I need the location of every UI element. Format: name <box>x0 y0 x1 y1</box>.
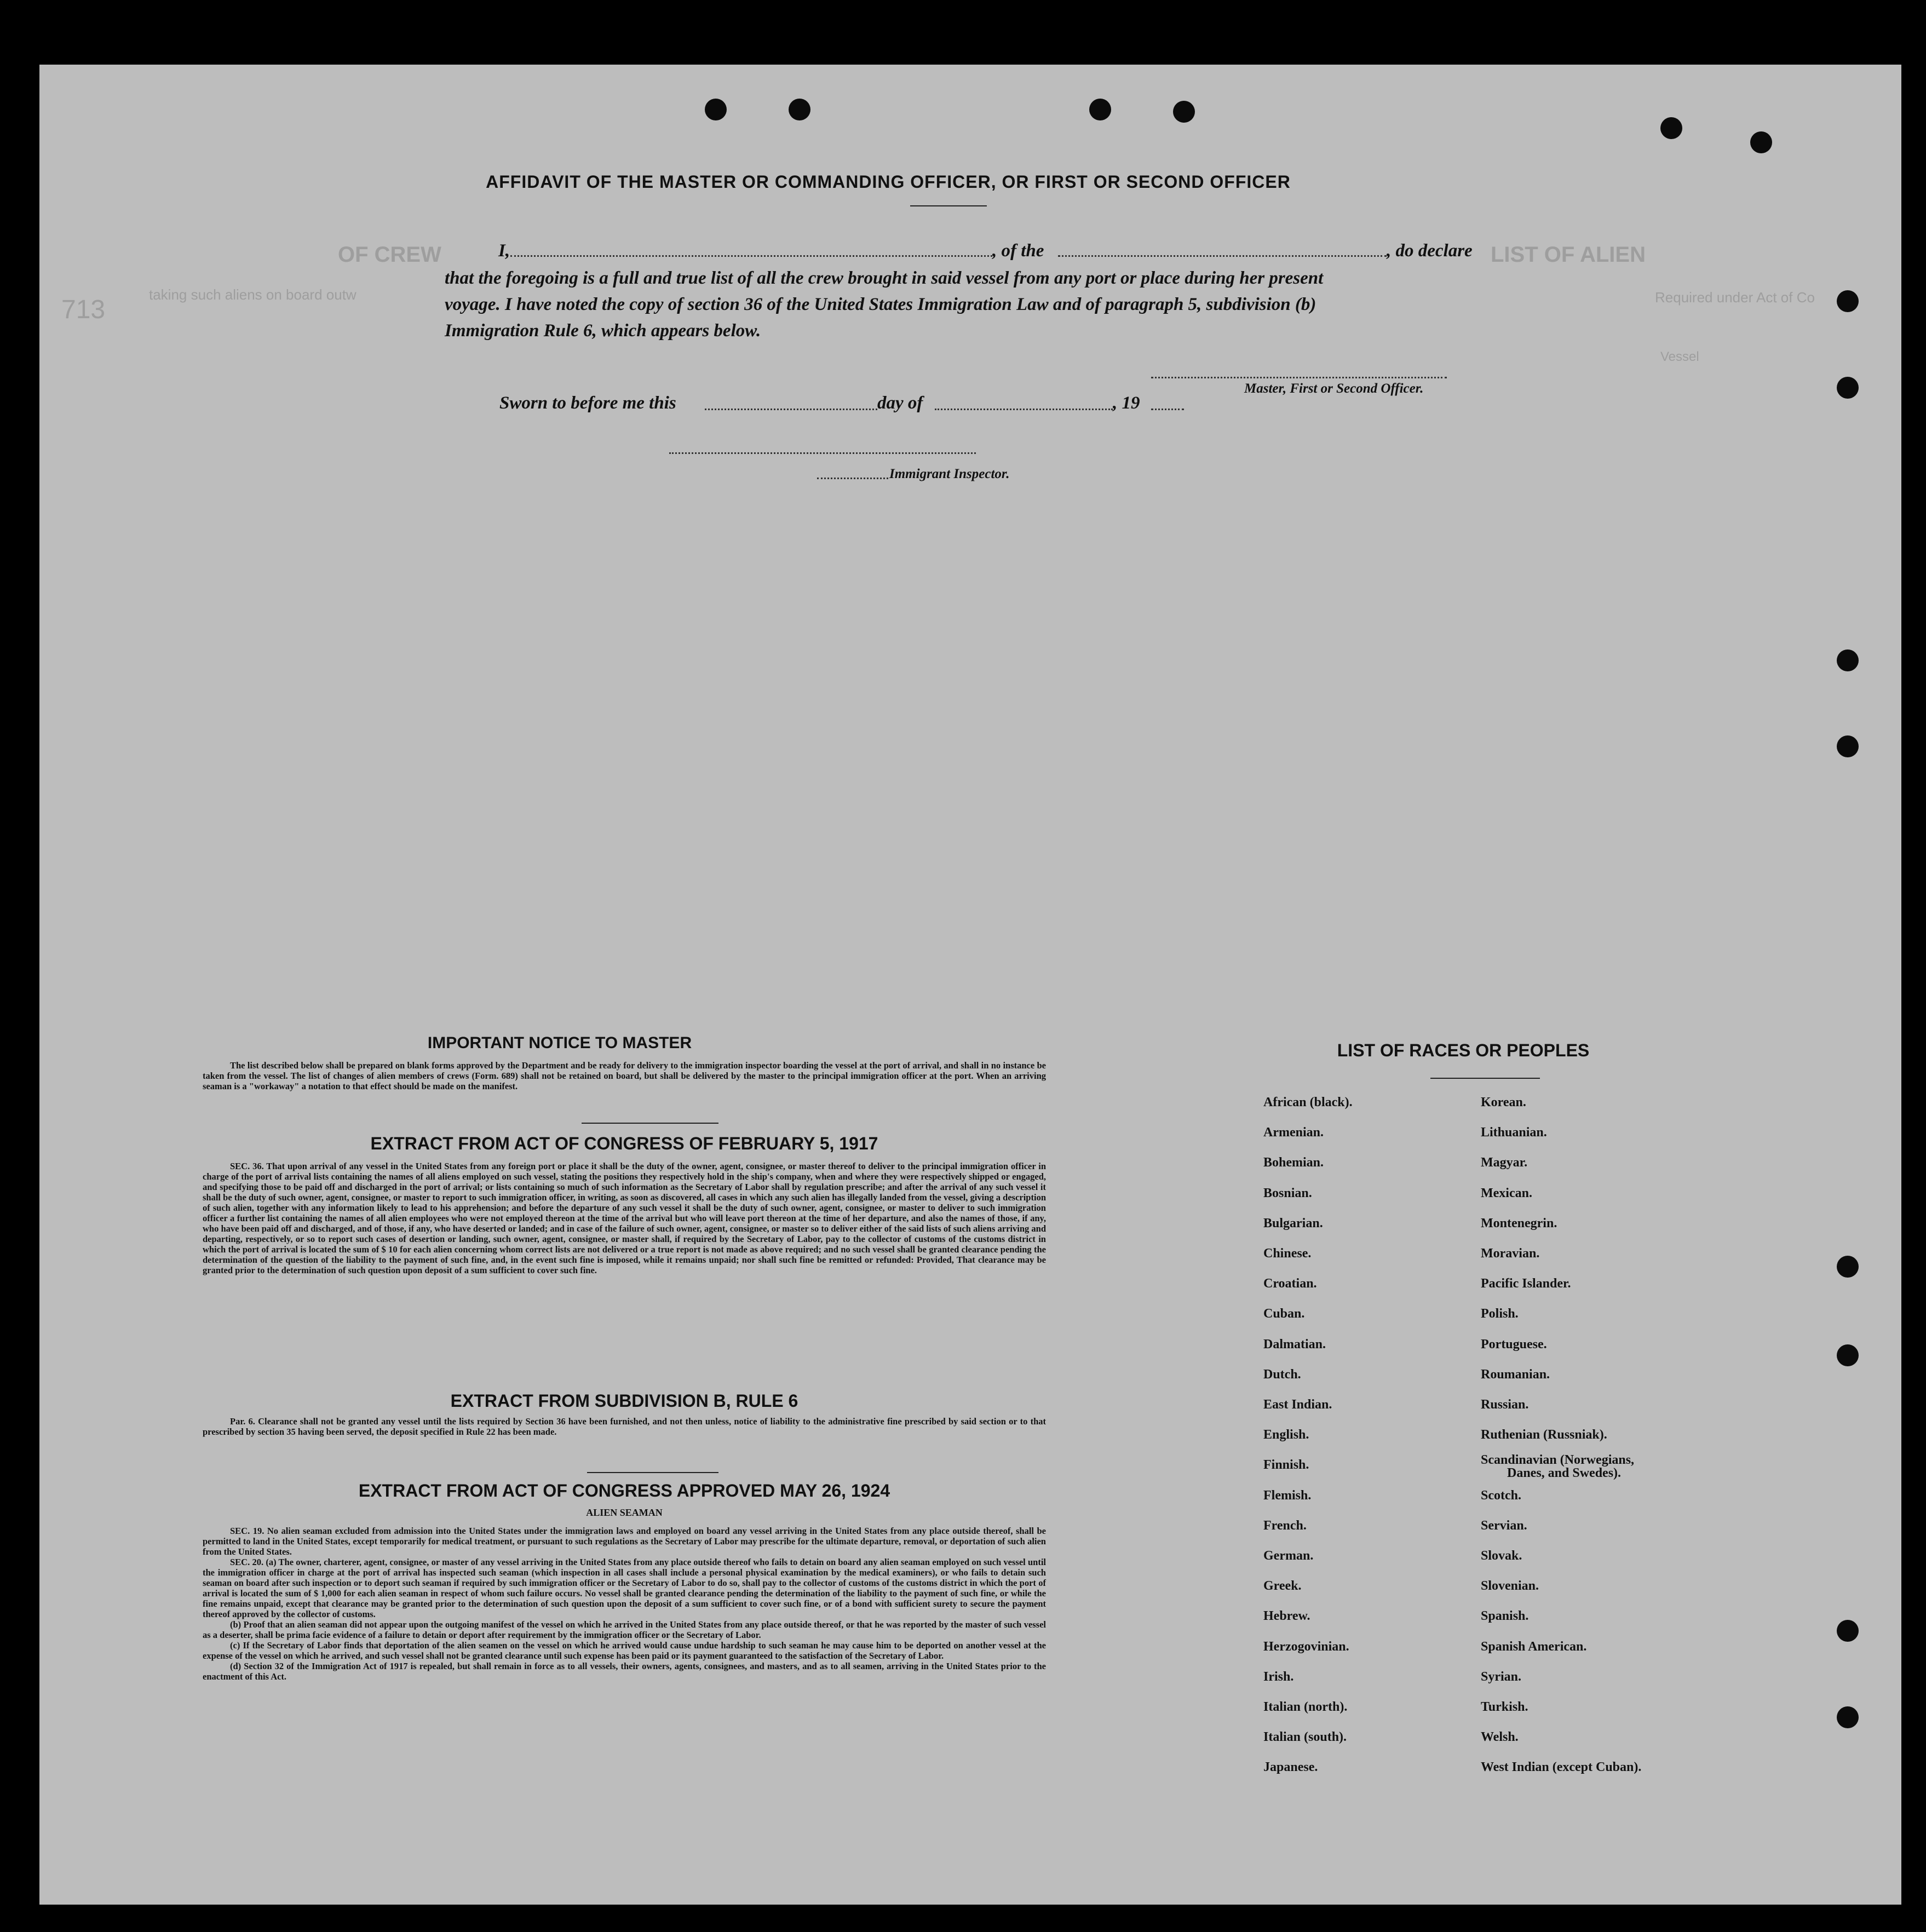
affidavit-title: AFFIDAVIT OF THE MASTER OR COMMANDING OFFICER, OR FIRST OR SECOND OFFICER <box>486 172 1291 192</box>
punch-hole <box>1837 735 1859 757</box>
race-item: Mexican. <box>1481 1186 1532 1200</box>
race-item: Italian (north). <box>1263 1700 1348 1715</box>
race-item: Cuban. <box>1263 1307 1305 1321</box>
punch-hole <box>1837 1344 1859 1366</box>
bleed-text: Vessel <box>1660 349 1699 364</box>
race-item: Bohemian. <box>1263 1155 1324 1170</box>
race-item: East Indian. <box>1263 1398 1332 1412</box>
races-title: LIST OF RACES OR PEOPLES <box>1337 1040 1590 1060</box>
race-item: Servian. <box>1481 1518 1527 1533</box>
document-page <box>39 65 1901 1905</box>
races-right-column <box>1481 1088 1641 1783</box>
race-item: Bosnian. <box>1263 1186 1312 1200</box>
master-signature-label: Master, First or Second Officer. <box>1244 381 1424 396</box>
race-item-multiline <box>1481 1450 1641 1480</box>
race-item: Spanish. <box>1481 1609 1529 1624</box>
punch-hole <box>1173 101 1195 123</box>
race-item: Turkish. <box>1481 1700 1528 1715</box>
punch-hole <box>1837 377 1859 399</box>
inspector-blank <box>817 478 888 479</box>
race-item: Dutch. <box>1263 1367 1301 1382</box>
race-item: African (black). <box>1263 1095 1353 1109</box>
notice-title: IMPORTANT NOTICE TO MASTER <box>427 1034 692 1052</box>
race-item: Flemish. <box>1263 1488 1312 1503</box>
race-item: Italian (south). <box>1263 1730 1347 1745</box>
race-item: Herzogovinian. <box>1263 1639 1349 1654</box>
race-item: Ruthenian (Russniak). <box>1481 1428 1607 1442</box>
master-signature-blank[interactable] <box>1151 377 1447 378</box>
sworn-text: Sworn to before me this <box>499 393 676 413</box>
race-item: English. <box>1263 1428 1309 1442</box>
punch-hole <box>1837 290 1859 312</box>
race-item: Korean. <box>1481 1095 1526 1109</box>
race-item: Irish. <box>1263 1669 1294 1684</box>
inspector-label: Immigrant Inspector. <box>889 467 1010 481</box>
affidavit-text: voyage. I have noted the copy of section 36 of the United States Immigration Law and of paragraph 5, subdivision (b) <box>445 295 1316 314</box>
extract-rule6-title: EXTRACT FROM SUBDIVISION B, RULE 6 <box>450 1391 798 1411</box>
vessel-blank[interactable] <box>1058 255 1387 257</box>
race-item: Magyar. <box>1481 1155 1528 1170</box>
race-item: Welsh. <box>1481 1730 1519 1745</box>
race-item: Japanese. <box>1263 1760 1318 1775</box>
punch-hole <box>1089 99 1111 120</box>
affidavit-text: , of the <box>992 241 1044 261</box>
day-blank[interactable] <box>705 409 877 410</box>
race-item: Croatian. <box>1263 1277 1317 1291</box>
affidavit-text: that the foregoing is a full and true list of all the crew brought in said vessel from any port or place during her present <box>445 268 1324 288</box>
race-item: Hebrew. <box>1263 1609 1310 1624</box>
bleed-text: taking such aliens on board outw <box>149 286 357 303</box>
extract-1924-subtitle: ALIEN SEAMAN <box>586 1507 663 1518</box>
race-item: Danes, and Swedes). <box>1507 1466 1622 1481</box>
year-blank[interactable] <box>1151 409 1184 410</box>
bleed-text: LIST OF ALIEN <box>1491 243 1646 267</box>
race-item: Dalmatian. <box>1263 1337 1326 1352</box>
race-item: Chinese. <box>1263 1246 1312 1261</box>
bleed-text: OF CREW <box>338 243 441 267</box>
race-item: Scotch. <box>1481 1488 1521 1503</box>
race-item: Slovak. <box>1481 1549 1522 1563</box>
race-item: Syrian. <box>1481 1669 1522 1684</box>
month-blank[interactable] <box>935 409 1113 410</box>
divider <box>587 1472 718 1473</box>
race-item: Moravian. <box>1481 1246 1540 1261</box>
divider <box>910 205 987 206</box>
punch-hole <box>705 99 727 120</box>
race-item: Portuguese. <box>1481 1337 1547 1352</box>
race-item: Spanish American. <box>1481 1639 1587 1654</box>
race-item: German. <box>1263 1549 1314 1563</box>
affidavit-text: Immigration Rule 6, which appears below. <box>445 321 761 341</box>
race-item: Polish. <box>1481 1307 1519 1321</box>
divider <box>582 1123 718 1124</box>
affidavit-text: , do declare <box>1387 241 1473 261</box>
punch-hole <box>789 99 810 120</box>
race-item: Bulgarian. <box>1263 1216 1323 1231</box>
extract-1917-title: EXTRACT FROM ACT OF CONGRESS OF FEBRUARY 5, 1917 <box>370 1134 878 1153</box>
notice-text: The list described below shall be prepared on blank forms approved by the Department and be ready for delivery to the immigration inspector boarding the vessel at the port of arrival, and shall in no instance be taken from the vessel. The list of changes of alien members of crews (Form. 689) shall not be retained on board, but shall be delivered by the master to the principal immigration officer at the port. When an arriving seaman is a "workaway" a notation to that effect should be made on the manifest. <box>203 1060 1046 1091</box>
punch-hole <box>1837 1256 1859 1278</box>
race-item: Russian. <box>1481 1398 1529 1412</box>
punch-hole <box>1660 117 1682 139</box>
punch-hole <box>1837 1706 1859 1728</box>
race-item: Scandinavian (Norwegians, <box>1481 1453 1635 1468</box>
race-item: Roumanian. <box>1481 1367 1550 1382</box>
inspector-signature-blank[interactable] <box>669 452 976 454</box>
race-item: Montenegrin. <box>1481 1216 1557 1231</box>
punch-hole <box>1837 649 1859 671</box>
bleed-text: 713 <box>61 295 106 324</box>
race-item: Finnish. <box>1263 1458 1309 1473</box>
punch-hole <box>1837 1620 1859 1642</box>
race-item: Armenian. <box>1263 1125 1324 1140</box>
year-text: , 19 <box>1113 393 1140 413</box>
divider <box>1430 1078 1540 1079</box>
punch-hole <box>1750 131 1772 153</box>
race-item: French. <box>1263 1518 1307 1533</box>
race-item: Lithuanian. <box>1481 1125 1547 1140</box>
race-item: Slovenian. <box>1481 1579 1539 1594</box>
race-item: Pacific Islander. <box>1481 1277 1571 1291</box>
extract-1924-text: SEC. 19. No alien seaman excluded from admission into the United States under the immigration laws and employed on board any vessel arriving in the United States from any place outside thereof, shall be permitted to land in the United States, except temporarily for medical treatment, or pursuant to such regulations as the Secretary of Labor may prescribe for the ultimate departure, removal, or deportation of such alien from the United States. SEC. 20. (a) The owner, charterer, agent, consignee, or master of any vessel arriving in the United States from any place outside thereof who fails to detain on board any alien seaman employed on such vessel until the immigration officer in charge at the port of arrival has inspected such seaman (which inspection in all cases shall include a personal physical examination by the medical examiners), or who fails to detain such seaman on board after such inspection or to deport such seaman if required by such immigration officer or the Secretary of Labor to do so, shall pay to the collector of customs of the customs district in which the port of arrival is located the sum of $ 1,000 for each alien seaman in respect of whom such failure occurs. No vessel shall be granted clearance pending the determination of the liability to the payment of such fine, or while the fine remains unpaid, except that clearance may be granted prior to the determination of such question upon the deposit of a sum sufficient to cover such fine, or of a bond with sufficient surety to secure the payment thereof approved by the collector of customs. (b) Proof that an alien seaman did not appear upon the outgoing manifest of the vessel on which he arrived in the United States from any place outside thereof, or that he was reported by the master of such vessel as a deserter, shall be prima facie evidence of a failure to detain or deport after requirement by the immigration officer or the Secretary of Labor. (c) If the Secretary of Labor finds that deportation of the alien seamen on the vessel on which he arrived would cause undue hardship to such seaman he may cause him to be deported on another vessel at the expense of the vessel on which he arrived, and such vessel shall not be granted clearance until such expense has been paid or its payment guaranteed to the satisfaction of the Secretary of Labor. (d) Section 32 of the Immigration Act of 1917 is repealed, but shall remain in force as to all vessels, their owners, agents, consignees, and masters, and as to all seamen, arriving in the United States prior to the enactment of this Act. <box>203 1526 1046 1682</box>
day-of-text: day of <box>877 393 923 413</box>
extract-rule6-text: Par. 6. Clearance shall not be granted any vessel until the lists required by Section 36 have been furnished, and not then unless, notice of liability to the administrative fine prescribed by said section or to that prescribed by section 35 having been served, the deposit specified in Rule 22 has been made. <box>203 1416 1046 1437</box>
bleed-text: Required under Act of Co <box>1655 289 1815 306</box>
race-item: West Indian (except Cuban). <box>1481 1760 1642 1775</box>
extract-1924-title: EXTRACT FROM ACT OF CONGRESS APPROVED MAY 26, 1924 <box>358 1481 890 1500</box>
extract-1917-text: SEC. 36. That upon arrival of any vessel in the United States from any foreign port or place it shall be the duty of the owner, agent, consignee, or master thereof to deliver to the principal immigration officer in charge of the port of arrival lists containing the names of all aliens employed on such vessel, stating the positions they respectively hold in the ship's company, when and where they were respectively shipped or engaged, and specifying those to be paid off and discharged in the port of arrival; or lists containing so much of such information as the Secretary of Labor shall by regulation prescribe; and after the arrival of any such vessel it shall be the duty of such owner, agent, consignee, or master to report to such immigration officer, in writing, as soon as discovered, all cases in which any such alien has illegally landed from the vessel, giving a description of such alien, together with any information likely to lead to his apprehension; and before the departure of any such vessel it shall be the duty of such owner, agent, consignee, or master to deliver to such immigration officer a further list containing the names of all alien employees who were not employed thereon at the time of the arrival but who will leave port thereon at the time of her departure, and also the names of those, if any, who have been paid off and discharged, and of those, if any, who have deserted or landed; and in case of the failure of such owner, agent, consignee, or master so to deliver either of the said lists of such aliens arriving and departing, respectively, or so to report such cases of desertion or landing, such owner, agent, consignee, or master shall, if required by the Secretary of Labor, pay to the collector of customs of the customs district in which the port of arrival is located the sum of $ 10 for each alien concerning whom correct lists are not delivered or a true report is not made as above required; and no such vessel shall be granted clearance pending the determination of the question of the liability to the payment of such fine, and, in the event such fine is imposed, while it remains unpaid; nor shall such fine be remitted or refunded: Provided, That clearance may be granted prior to the determination of such question upon deposit of a sum sufficient to cover such fine. <box>203 1161 1046 1275</box>
affidavit-text: I, <box>498 241 510 261</box>
name-blank[interactable] <box>510 255 992 257</box>
race-item: Greek. <box>1263 1579 1302 1594</box>
races-left-column <box>1263 1088 1353 1783</box>
